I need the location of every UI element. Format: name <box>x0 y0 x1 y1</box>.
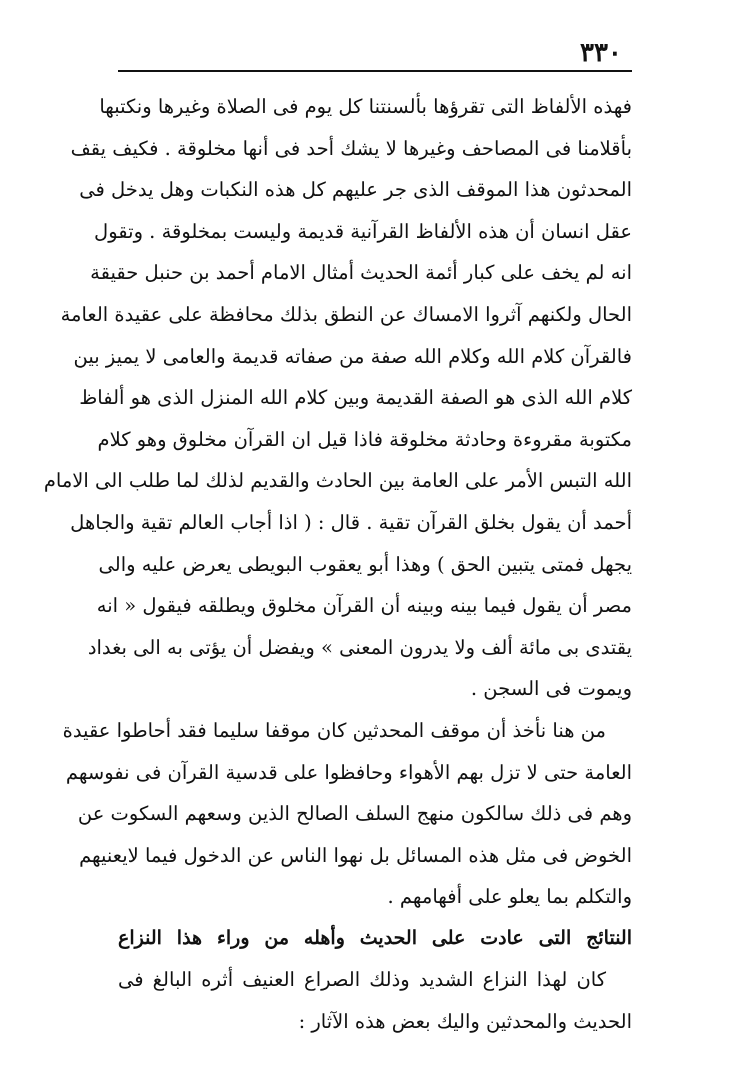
text-line: والتكلم بما يعلو على أفهامهم . <box>387 885 632 909</box>
text-line: الحال ولكنهم آثروا الامساك عن النطق بذلك محافظة على عقيدة العامة <box>60 302 632 326</box>
text-line: الحديث والمحدثين واليك بعض هذه الآثار : <box>298 1010 632 1034</box>
text-line: انه لم يخف على كبار أئمة الحديث أمثال الامام أحمد بن حنبل حقيقة <box>90 261 632 285</box>
section-heading: النتائج التى عادت على الحديث وأهله من وراء هذا النزاع <box>118 926 632 949</box>
text-line: فهذه الألفاظ التى تقرؤها بألسنتنا كل يوم فى الصلاة وغيرها ونكتبها <box>99 95 632 118</box>
text-line: مكتوبة مقروءة وحادثة مخلوقة فاذا قيل ان القرآن مخلوق وهو كلام <box>97 427 632 451</box>
text-line: كلام الله الذى هو الصفة القديمة وبين كلام الله المنزل الذى هو ألفاظ <box>79 386 632 410</box>
text-line: الخوض فى مثل هذه المسائل بل نهوا الناس عن الدخول فيما لايعنيهم <box>79 843 632 867</box>
text-line: كان لهذا النزاع الشديد وذلك الصراع العنيف أثره البالغ فى <box>118 968 606 992</box>
text-line: يقتدى بى مائة ألف ولا يدرون المعنى » ويفضل أن يؤتى به الى بغداد <box>87 635 632 659</box>
text-line: فالقرآن كلام الله وكلام الله صفة من صفاته قديمة والعامى لا يميز بين <box>73 344 632 368</box>
text-line: مصر أن يقول فيما بينه وبينه أن القرآن مخلوق ويطلقه فيقول « انه <box>96 594 632 618</box>
header-rule <box>118 70 632 72</box>
text-line: وهم فى ذلك سالكون منهج السلف الصالح الذين وسعهم السكوت عن <box>77 802 632 826</box>
page-number: ٣٣٠ <box>580 38 622 68</box>
text-line: ويموت فى السجن . <box>470 677 632 701</box>
text-line: بأقلامنا فى المصاحف وغيرها لا يشك أحد فى أنها مخلوقة . فكيف يقف <box>70 136 632 160</box>
text-line: يجهل فمتى يتبين الحق ) وهذا أبو يعقوب البويطى يعرض عليه والى <box>98 552 632 576</box>
text-line: عقل انسان أن هذه الألفاظ القرآنية قديمة وليست بمخلوقة . وتقول <box>94 219 632 243</box>
text-line: الله التبس الأمر على العامة بين الحادث والقديم لذلك لما طلب الى الامام <box>43 469 632 493</box>
body-text <box>43 86 632 1043</box>
text-line: أحمد أن يقول بخلق القرآن تقية . قال : ( اذا أجاب العالم تقية والجاهل <box>70 510 632 534</box>
text-line: العامة حتى لا تزل بهم الأهواء وحافظوا على قدسية القرآن فى نفوسهم <box>65 760 632 784</box>
text-line: من هنا نأخذ أن موقف المحدثين كان موقفا سليما فقد أحاطوا عقيدة <box>62 718 606 742</box>
text-line: المحدثون هذا الموقف الذى جر عليهم كل هذه النكبات وهل يدخل فى <box>79 178 632 202</box>
